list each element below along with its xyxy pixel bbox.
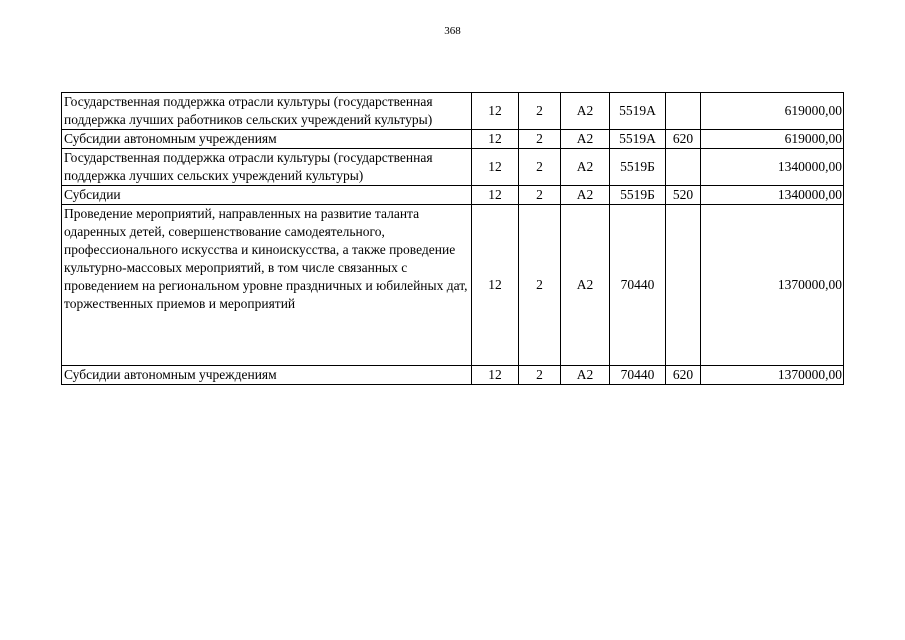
target-code: 70440 (610, 205, 666, 366)
program-code: А2 (561, 149, 610, 186)
program-code: А2 (561, 186, 610, 205)
expense-type-code: 620 (666, 130, 701, 149)
expense-type-code: 620 (666, 366, 701, 385)
row-name: Проведение мероприятий, направленных на развитие таланта одаренных детей, совершенствование самодеятельного, профессионального искусства и киноискусства, а также проведение культурно-массовых мероприятий, в том числе связанных с проведением на региональном уровне праздничных и юбилейных дат, торжественных приемов и мероприятий (62, 205, 472, 366)
table-row (62, 149, 844, 186)
section-code: 12 (472, 93, 519, 130)
program-code: А2 (561, 366, 610, 385)
row-name: Субсидии автономным учреждениям (62, 366, 472, 385)
amount: 1370000,00 (701, 205, 844, 366)
section-code: 12 (472, 366, 519, 385)
target-code: 5519Б (610, 186, 666, 205)
section-code: 12 (472, 130, 519, 149)
page-number: 368 (444, 25, 461, 37)
expense-type-code (666, 149, 701, 186)
row-name: Субсидии (62, 186, 472, 205)
amount: 619000,00 (701, 93, 844, 130)
table-row (62, 205, 844, 366)
table-row (62, 93, 844, 130)
subsection-code: 2 (519, 186, 561, 205)
subsection-code: 2 (519, 205, 561, 366)
table-row (62, 366, 844, 385)
target-code: 5519А (610, 130, 666, 149)
budget-table (61, 92, 844, 385)
section-code: 12 (472, 186, 519, 205)
row-name: Государственная поддержка отрасли культуры (государственная поддержка лучших работников сельских учреждений культуры) (62, 93, 472, 130)
subsection-code: 2 (519, 149, 561, 186)
row-name: Субсидии автономным учреждениям (62, 130, 472, 149)
section-code: 12 (472, 149, 519, 186)
target-code: 5519А (610, 93, 666, 130)
subsection-code: 2 (519, 130, 561, 149)
amount: 1340000,00 (701, 186, 844, 205)
target-code: 5519Б (610, 149, 666, 186)
program-code: А2 (561, 205, 610, 366)
amount: 1370000,00 (701, 366, 844, 385)
program-code: А2 (561, 93, 610, 130)
program-code: А2 (561, 130, 610, 149)
row-name: Государственная поддержка отрасли культуры (государственная поддержка лучших сельских учреждений культуры) (62, 149, 472, 186)
subsection-code: 2 (519, 93, 561, 130)
target-code: 70440 (610, 366, 666, 385)
table-row (62, 186, 844, 205)
expense-type-code: 520 (666, 186, 701, 205)
amount: 1340000,00 (701, 149, 844, 186)
expense-type-code (666, 205, 701, 366)
table-row (62, 130, 844, 149)
subsection-code: 2 (519, 366, 561, 385)
amount: 619000,00 (701, 130, 844, 149)
expense-type-code (666, 93, 701, 130)
section-code: 12 (472, 205, 519, 366)
